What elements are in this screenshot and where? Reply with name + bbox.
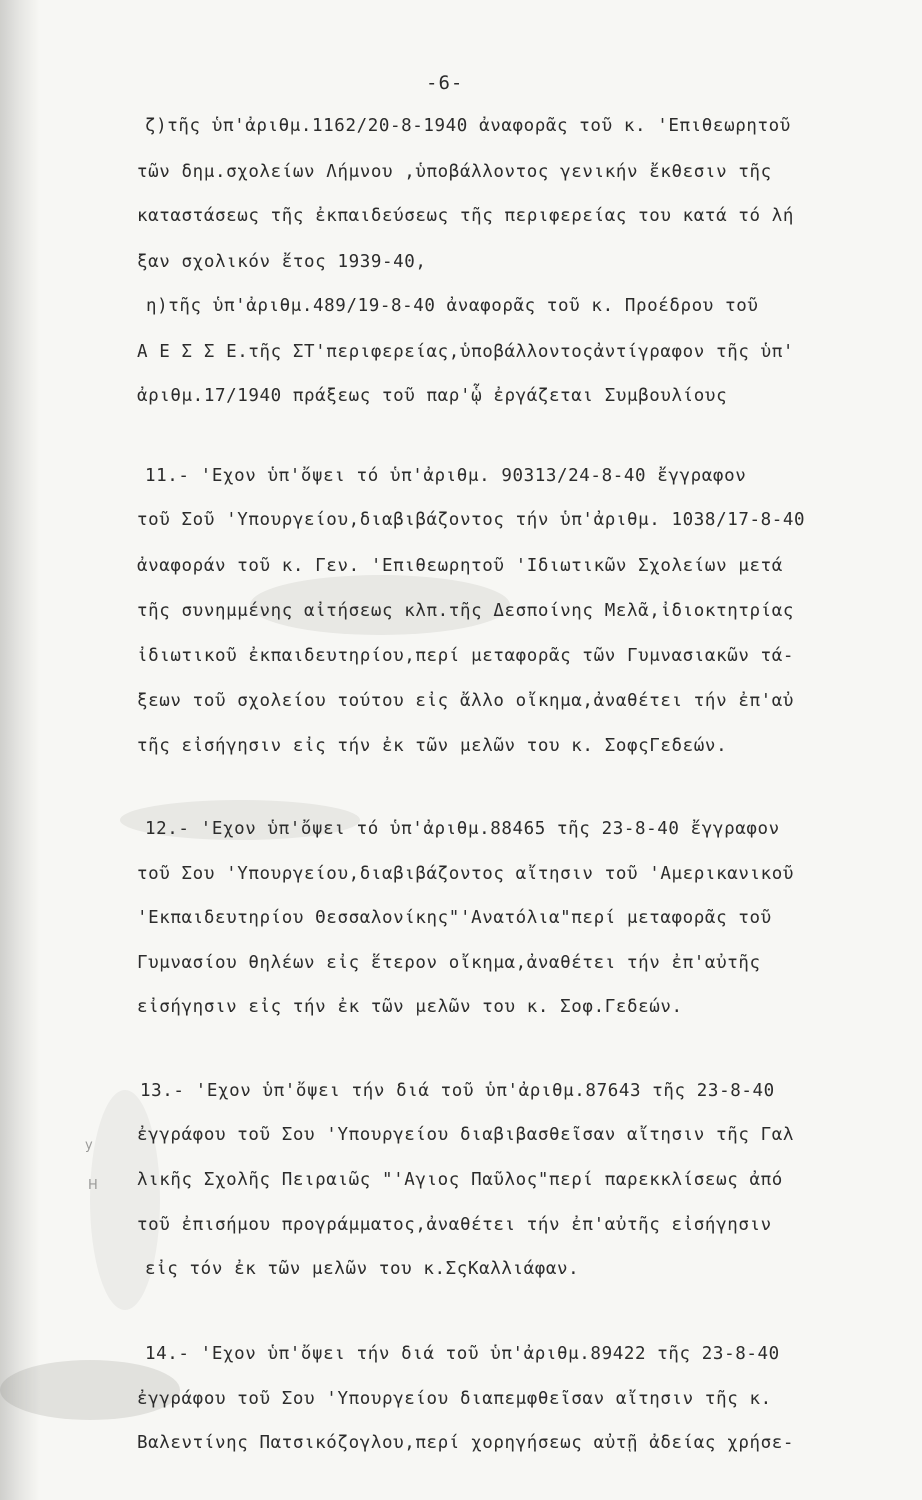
text-line: τῆς εἰσήγησιν εἰς τήν ἐκ τῶν μελῶν του κ. ΣοφςΓεδεών. [137,736,728,756]
text-line: 11.- 'Εχον ὑπ'ὄψει τό ὑπ'ἀριθμ. 90313/24-8-40 ἔγγραφον [145,466,747,486]
text-line: 12.- 'Εχον ὑπ'ὄψει τό ὑπ'ἀριθμ.88465 τῆς 23-8-40 ἔγγραφον [145,819,780,839]
text-line: ἰδιωτικοῦ ἐκπαιδευτηρίου,περί μεταφορᾶς τῶν Γυμνασιακῶν τά- [137,646,795,666]
text-line: ξεων τοῦ σχολείου τούτου εἰς ἄλλο οἴκημα,ἀναθέτει τήν ἐπ'αὐ [137,691,795,711]
text-line: 14.- 'Εχον ὑπ'ὄψει τήν διά τοῦ ὑπ'ἀριθμ.89422 τῆς 23-8-40 [145,1344,780,1364]
text-line: ἐγγράφου τοῦ Σου 'Υπουργείου διαπεμφθεῖσαν αἴτησιν τῆς κ. [137,1389,772,1409]
text-line: τῶν δημ.σχολείων Λήμνου ,ὑποβάλλοντος γενικήν ἔκθεσιν τῆς [137,162,772,182]
text-line: καταστάσεως τῆς ἐκπαιδεύσεως τῆς περιφερείας του κατά τό λή [137,206,795,226]
margin-mark: y [85,1138,93,1153]
text-line: Γυμνασίου θηλέων εἰς ἕτερον οἴκημα,ἀναθέτει τήν ἐπ'αὐτῆς [137,953,761,973]
text-line: Α Ε Σ Σ Ε.τῆς ΣΤ'περιφερείας,ὑποβάλλοντοςἀντίγραφον τῆς ὑπ' [137,342,795,362]
text-line: Βαλεντίνης Πατσικόζογλου,περί χορηγήσεως αὐτῇ ἀδείας χρήσε- [137,1433,795,1453]
text-line: τοῦ ἐπισήμου προγράμματος,ἀναθέτει τήν ἐπ'αὐτῆς εἰσήγησιν [137,1215,772,1235]
text-line: τῆς συνημμένης αἰτήσεως κλπ.τῆς Δεσποίνης Μελᾶ,ἰδιοκτητρίας [137,601,795,621]
text-line: ζ)τῆς ὑπ'ἀριθμ.1162/20-8-1940 ἀναφορᾶς τοῦ κ. 'Επιθεωρητοῦ [145,116,791,136]
text-line: ἐγγράφου τοῦ Σου 'Υπουργείου διαβιβασθεῖσαν αἴτησιν τῆς Γαλ [137,1125,795,1145]
text-line: 13.- 'Εχον ὑπ'ὄψει τήν διά τοῦ ὑπ'ἀριθμ.87643 τῆς 23-8-40 [140,1081,775,1101]
text-line: 'Εκπαιδευτηρίου Θεσσαλονίκης"'Ανατόλια"περί μεταφορᾶς τοῦ [137,908,772,928]
margin-mark: H [88,1178,98,1193]
text-line: ἀναφοράν τοῦ κ. Γεν. 'Επιθεωρητοῦ 'Ιδιωτικῶν Σχολείων μετά [137,556,783,576]
text-line: ξαν σχολικόν ἔτος 1939-40, [137,252,427,272]
text-line: λικῆς Σχολῆς Πειραιῶς "'Αγιος Παῦλος"περί παρεκκλίσεως ἀπό [137,1170,783,1190]
text-line: εἰς τόν ἐκ τῶν μελῶν του κ.ΣςΚαλλιάφαν. [145,1259,580,1279]
text-line: τοῦ Σοῦ 'Υπουργείου,διαβιβάζοντος τήν ὑπ'ἀριθμ. 1038/17-8-40 [137,510,806,530]
text-line: τοῦ Σου 'Υπουργείου,διαβιβάζοντος αἴτησιν τοῦ 'Αμερικανικοῦ [137,864,795,884]
text-line: εἰσήγησιν εἰς τήν ἐκ τῶν μελῶν του κ. Σοφ.Γεδεών. [137,997,683,1017]
text-line: η)τῆς ὑπ'ἀριθμ.489/19-8-40 ἀναφορᾶς τοῦ κ. Προέδρου τοῦ [146,296,759,316]
scan-edge-shadow [0,0,40,1500]
text-line: ἀριθμ.17/1940 πράξεως τοῦ παρ'ᾧ ἐργάζεται Συμβουλίους [137,386,728,406]
page-number: -6- [426,72,464,94]
